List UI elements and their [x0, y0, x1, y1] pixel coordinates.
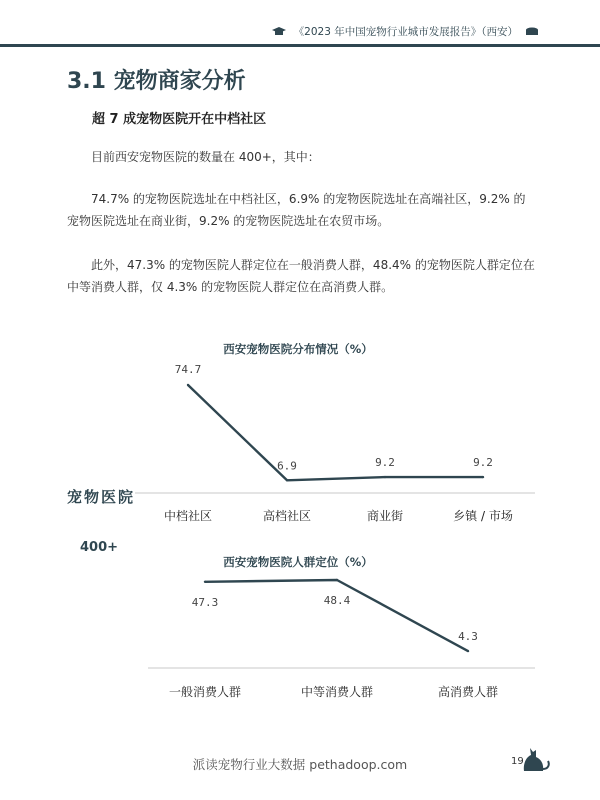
page-number: 19 [511, 756, 524, 767]
chart-2-point [336, 579, 338, 581]
chart-1-series-line [188, 385, 483, 480]
chart-1-category-label: 乡镇 / 市场 [453, 509, 513, 523]
paragraph-audience: 此外，47.3% 的宠物医院人群定位在一般消费人群，48.4% 的宠物医院人群定位在中等消费人群，仅 4.3% 的宠物医院人群定位在高消费人群。 [67, 258, 535, 294]
chart-2-data-label: 4.3 [458, 630, 478, 644]
chart-1-data-label: 74.7 [174, 363, 202, 376]
footer-text: 派读宠物行业大数据 pethadoop.com [192, 757, 408, 772]
header-title: 《2023 年中国宠物行业城市发展报告》（西安） [293, 26, 518, 38]
chart-2-data-label: 48.4 [323, 594, 351, 607]
paragraph-location: 74.7% 的宠物医院选址在中档社区，6.9% 的宠物医院选址在高端社区，9.2% 的宠物医院选址在商业街，9.2% 的宠物医院选址在农贸市场。 [67, 192, 526, 228]
chart-1-title: 西安宠物医院分布情况（%） [223, 342, 373, 356]
chart-1-point [187, 384, 189, 386]
chart-1-point [384, 476, 386, 478]
chart-2-point [467, 650, 469, 652]
chart-1-data-label: 6.9 [277, 459, 297, 473]
subheading: 超 7 成宠物医院开在中档社区 [92, 112, 267, 127]
side-label-pet-hospital: 宠物医院 [67, 488, 136, 506]
chart-1-point [482, 476, 484, 478]
chart-1-category-label: 中档社区 [163, 509, 213, 523]
chart-2-title: 西安宠物医院人群定位（%） [223, 555, 373, 569]
cat-logo-icon [520, 740, 554, 776]
side-label-count: 400+ [80, 540, 119, 555]
chart-2-data-label: 47.3 [191, 595, 219, 609]
chart-2-category-label: 高消费人群 [437, 685, 499, 699]
chart-1-point [286, 479, 288, 481]
section-title: 3.1 宠物商家分析 [67, 69, 246, 94]
chart-1-data-label: 9.2 [473, 456, 493, 470]
chart-1-category-label: 高档社区 [262, 509, 312, 523]
paragraph-intro: 目前西安宠物医院的数量在 400+，其中： [91, 150, 320, 164]
chart-2-series-line [205, 580, 468, 651]
chart-2-point [204, 581, 206, 583]
chart-2-category-label: 中等消费人群 [300, 685, 374, 699]
chart-2-category-label: 一般消费人群 [168, 685, 242, 699]
chart-1-category-label: 商业街 [366, 509, 404, 523]
chart-1-data-label: 9.2 [375, 456, 395, 470]
